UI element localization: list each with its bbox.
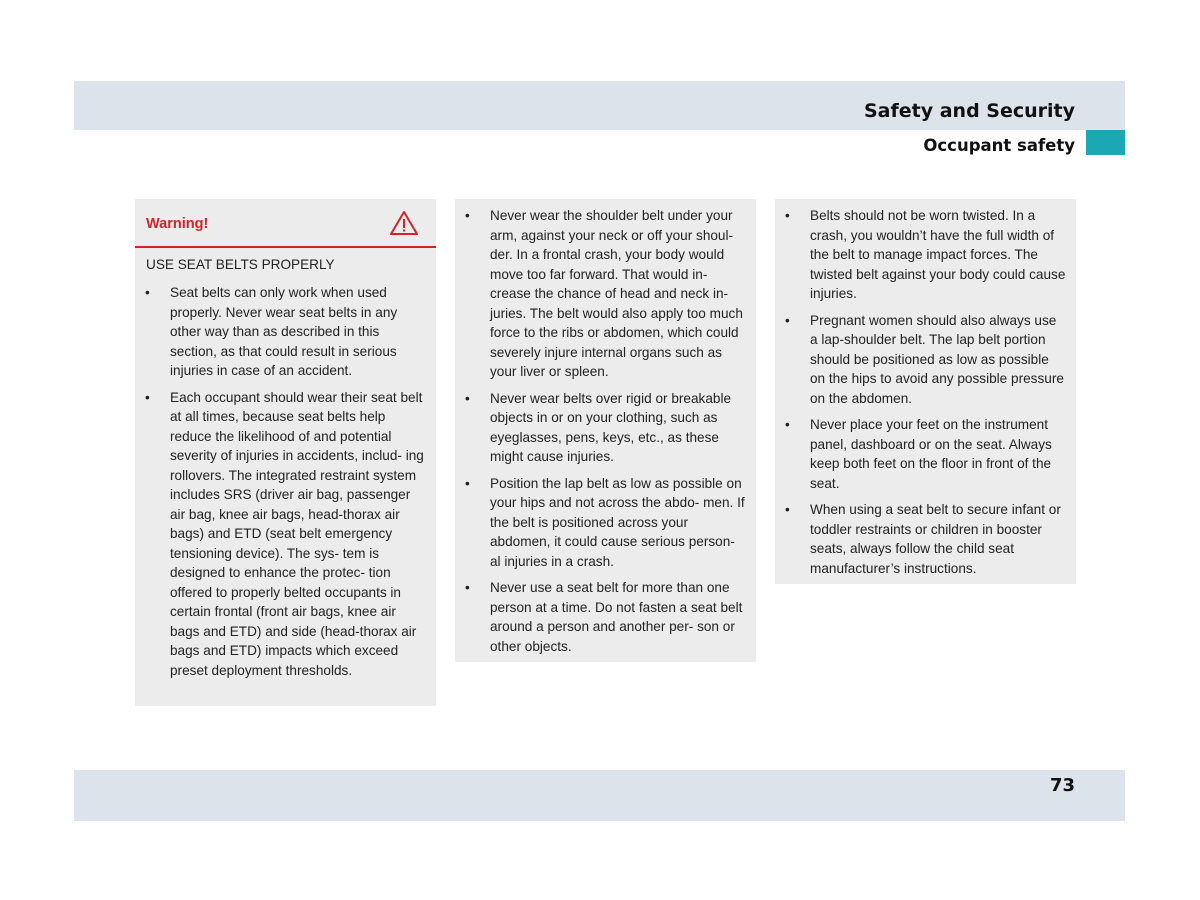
bullet-icon: • — [465, 208, 470, 223]
bullet-list — [775, 206, 1076, 585]
warning-triangle-icon — [389, 210, 419, 236]
warning-label: Warning! — [146, 216, 209, 232]
bullet-icon: • — [785, 502, 790, 517]
list-item — [775, 311, 1076, 409]
bullet-icon: • — [465, 390, 470, 406]
section-title: Safety and Security — [863, 100, 1075, 122]
warning-subtitle: USE SEAT BELTS PROPERLY — [146, 257, 335, 272]
list-item-text: Never wear the shoulder belt under your arm, against your neck or off your shoul- der. In a frontal crash, your body would move too far forward. That would in- crease the chance of head and neck in- juries. The belt would also apply too much force to the ribs or abdomen, which could severely injure internal organs such as your liver or spleen. — [490, 208, 743, 379]
bullet-icon: • — [465, 475, 470, 491]
warning-header — [135, 199, 436, 248]
section-tab-marker — [1086, 130, 1125, 155]
list-item — [775, 415, 1076, 493]
warning-bullet-list — [135, 283, 436, 687]
list-item — [455, 389, 756, 467]
list-item-text: Pregnant women should also always use a lap-shoulder belt. The lap belt portion should be positioned as low as possible on the hips to avoid any possible pressure on the abdomen. — [810, 312, 1064, 406]
page-number: 73 — [1049, 775, 1075, 796]
list-item — [775, 206, 1076, 304]
list-item — [455, 474, 756, 572]
bullet-icon: • — [465, 580, 470, 595]
list-item-text: When using a seat belt to secure infant or toddler restraints or children in booster seats, always follow the child seat manufacturer’s instructions. — [810, 502, 1061, 576]
list-item-text: Never place your feet on the instrument panel, dashboard or on the seat. Always keep both feet on the floor in front of the seat. — [810, 417, 1052, 491]
list-item-text: Never wear belts over rigid or breakable objects in or on your clothing, such as eyeglasses, pens, keys, etc., as these might cause injuries. — [490, 390, 732, 464]
bullet-list — [455, 206, 756, 663]
bullet-icon: • — [785, 417, 790, 432]
list-item-text: Never use a seat belt for more than one person at a time. Do not fasten a seat belt around a person and another per- son or other objects. — [490, 580, 743, 654]
list-item-text: Each occupant should wear their seat belt at all times, because seat belts help reduce the likelihood of and potential severity of injuries in accidents, includ- ing rollovers. The integrated restraint system includes SRS (driver air bag, passenger air bag, knee air bags, head-thorax air bags) and ETD (seat belt emergency tensioning device). The sys- tem is designed to enhance the protec- tion offered to properly belted occupants in certain frontal (front air bags, knee air bags and ETD) and side (head-thorax air bags and ETD) impacts which exceed preset deployment thresholds. — [170, 389, 424, 678]
list-item-text: Seat belts can only work when used properly. Never wear seat belts in any other way than as described in this section, as that could result in serious injuries in case of an accident. — [170, 285, 398, 378]
list-item-text: Belts should not be worn twisted. In a crash, you wouldn’t have the full width of the belt to manage impact forces. The twisted belt against your body could cause injuries. — [810, 208, 1066, 301]
list-item-text: Position the lap belt as low as possible on your hips and not across the abdo- men. If the belt is positioned across your abdomen, it could cause serious person- al injuries in a crash. — [490, 475, 745, 569]
warning-box — [135, 199, 436, 706]
content-column-3 — [775, 199, 1076, 584]
bullet-icon: • — [785, 312, 790, 328]
subsection-title: Occupant safety — [923, 136, 1075, 155]
bullet-icon: • — [145, 285, 150, 300]
list-item — [455, 578, 756, 656]
list-item — [775, 500, 1076, 578]
bullet-icon: • — [145, 389, 150, 405]
list-item — [135, 388, 436, 681]
content-column-2 — [455, 199, 756, 662]
list-item — [455, 206, 756, 382]
footer-band — [74, 770, 1125, 821]
list-item — [135, 283, 436, 381]
bullet-icon: • — [785, 208, 790, 223]
